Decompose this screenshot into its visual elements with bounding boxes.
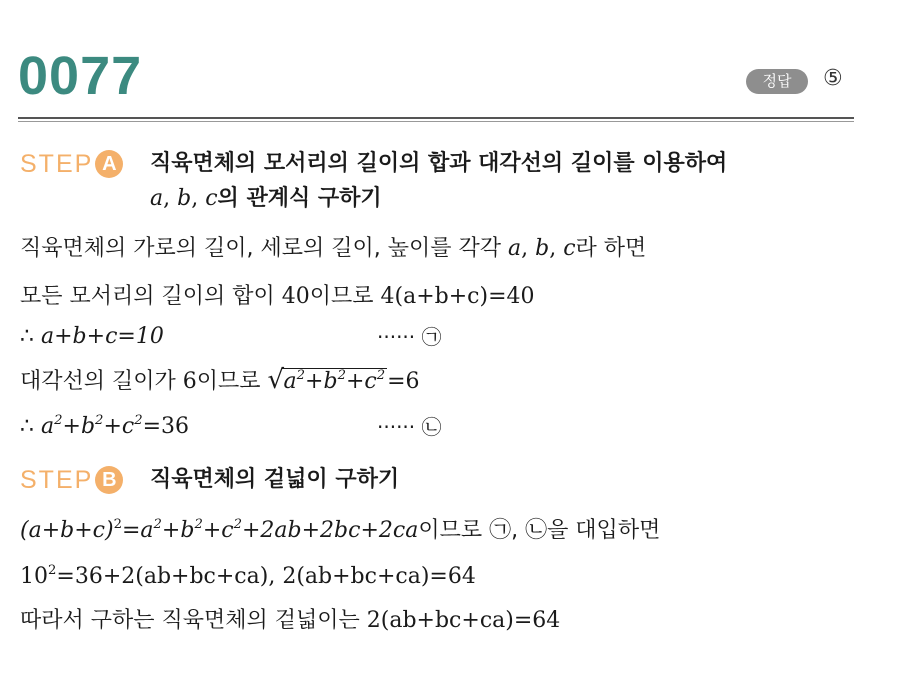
line-text: 직육면체의 가로의 길이, 세로의 길이, 높이를 각각: [20, 236, 501, 261]
equation-rhs: =36: [142, 414, 190, 439]
step-a-tag: [20, 148, 123, 180]
line-suffix: 이므로 ㉠, ㉡을 대입하면: [418, 518, 661, 543]
therefore-symbol: ∴: [20, 324, 34, 349]
step-b-line-3: [20, 604, 560, 638]
equation-mark-1: ······ ㉠: [377, 325, 442, 349]
var-c: c: [205, 186, 218, 211]
equation: a+b+c=10: [41, 324, 164, 349]
line-connector: 이므로: [196, 369, 261, 394]
step-b-tag: [20, 464, 123, 496]
equation-tail: +2ab+2bc+2ca: [241, 518, 419, 543]
header-divider: [18, 117, 854, 119]
step-a-line-2: [20, 280, 535, 314]
step-a-line-1: 직육면체의 가로의 길이, 세로의 길이, 높이를 각각 a, b, c라 하면: [20, 236, 647, 261]
step-a-tag-text: STEP: [20, 150, 94, 178]
final-equation: 2(ab+bc+ca)=64: [366, 608, 561, 633]
equation-1: =36+2(ab+bc+ca),: [56, 564, 276, 589]
var-a: a: [150, 186, 164, 211]
step-b-tag-text: STEP: [20, 466, 94, 494]
var-b: b: [535, 236, 550, 261]
step-a-title-suffix: 의 관계식 구하기: [217, 186, 382, 211]
step-a-line-3: [20, 320, 164, 354]
number-value: 6: [182, 369, 197, 394]
sum-of-squares: $a^2+b^2+c^2$: [41, 412, 143, 439]
therefore-symbol: ∴: [20, 414, 34, 439]
line-connector: 이므로: [309, 284, 374, 309]
var-a: a: [508, 236, 522, 261]
sqrt-icon: √: [267, 365, 285, 395]
line-text: 따라서 구하는 직육면체의 겉넓이는: [20, 608, 360, 633]
step-a-title-line1: 직육면체의 모서리의 길이의 합과 대각선의 길이를 이용하여: [150, 151, 728, 176]
step-b-line-2: $10^2=36+2(ab+bc+ca)$, 2(ab+bc+ca)=64: [20, 562, 476, 589]
number-value: 40: [281, 284, 310, 309]
step-a-title-line2: a, b, c의 관계식 구하기: [150, 186, 382, 211]
answer-label-badge: 정답: [746, 69, 808, 94]
step-b-title: 직육면체의 겉넓이 구하기: [150, 467, 400, 492]
equation-rhs: =6: [387, 369, 420, 394]
line-text: 대각선의 길이가: [20, 369, 176, 394]
equation: 4(a+b+c)=40: [380, 284, 535, 309]
step-a-letter-badge: A: [95, 150, 123, 178]
answer-value: ⑤: [823, 66, 843, 91]
var-b: b: [177, 186, 192, 211]
line-suffix: 라 하면: [575, 236, 647, 261]
equation-2: 2(ab+bc+ca)=64: [282, 564, 476, 589]
step-a-line-5: [20, 410, 189, 444]
line-text: 모든 모서리의 길이의 합이: [20, 284, 275, 309]
problem-number: 0077: [18, 46, 143, 106]
equation-mark-2: ······ ㉡: [377, 415, 442, 439]
step-b-letter-badge: B: [95, 466, 123, 494]
var-c: c: [563, 236, 576, 261]
step-b-line-1: $(a+b+c)^2=a^2+b^2+c^2+2ab+2bc+2ca$이므로 ㉠, ㉡을 대입하면: [20, 516, 661, 543]
step-a-line-4: [20, 365, 420, 399]
equation-lhs: (a+b+c): [20, 518, 114, 543]
sqrt-expression: √ $a^2+b^2+c^2$: [267, 365, 386, 395]
